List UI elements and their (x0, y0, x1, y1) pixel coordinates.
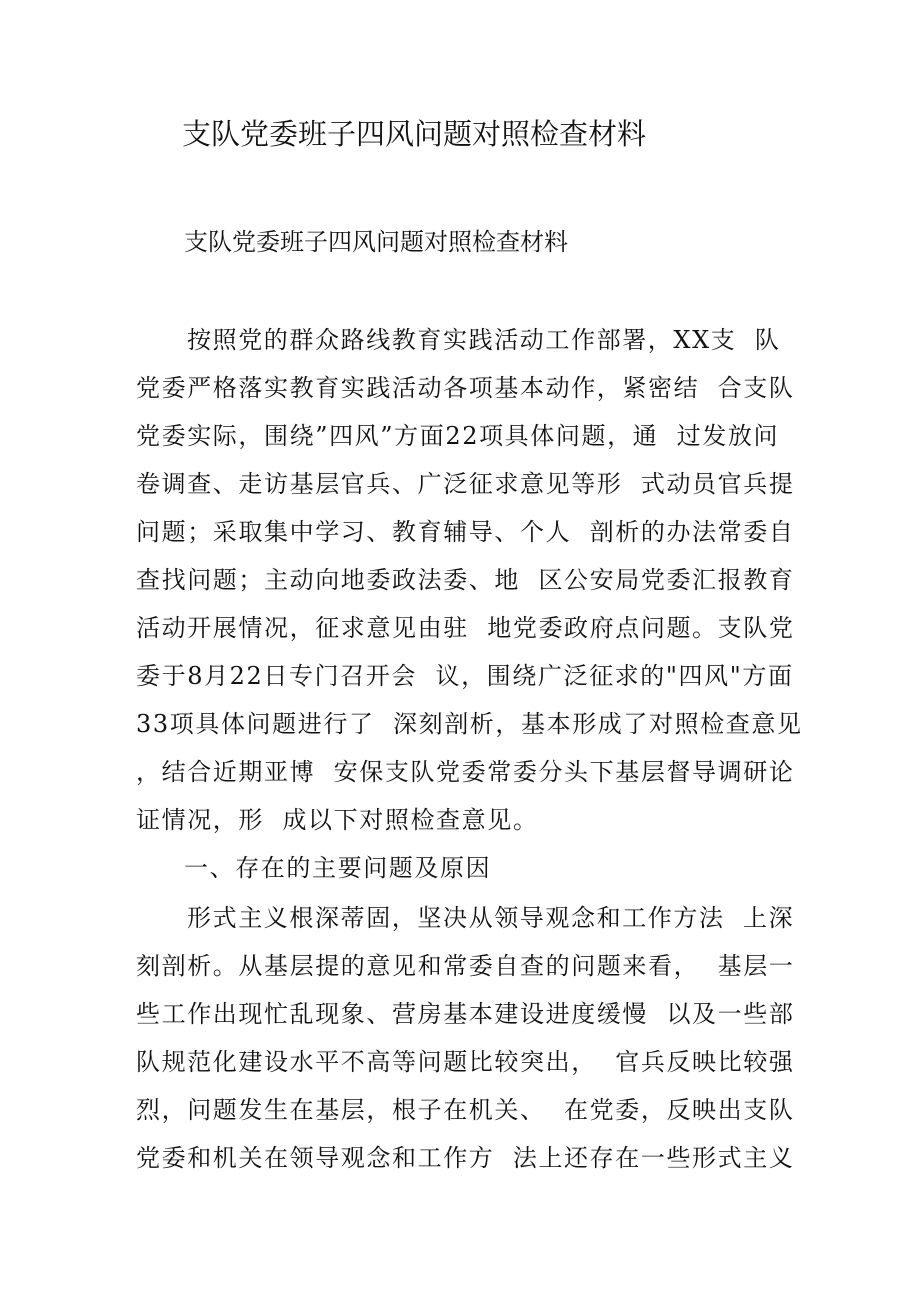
paragraph-line: 卷调查、走访基层官兵、广泛征求意见等形 式动员官兵提 (136, 470, 795, 498)
paragraph-line: 党委和机关在领导观念和工作方 法上还存在一些形式主义 (136, 1144, 795, 1172)
document-title: 支队党委班子四风问题对照检查材料 (182, 117, 647, 151)
paragraph-line: 按照党的群众路线教育实践活动工作部署，XX支 队 (187, 326, 781, 354)
paragraph-line: 党委严格落实教育实践活动各项基本动作，紧密结 合支队 (136, 374, 795, 402)
paragraph-line: 些工作出现忙乱现象、营房基本建设进度缓慢 以及一些部 (136, 1000, 795, 1028)
paragraph-line: 党委实际，围绕”四风”方面22项具体问题，通 过发放问 (136, 422, 780, 450)
document-subtitle: 支队党委班子四风问题对照检查材料 (184, 228, 568, 256)
paragraph-line: ，结合近期亚博 安保支队党委常委分头下基层督导调研论 (136, 758, 795, 786)
paragraph-line: 烈，问题发生在基层，根子在机关、 在党委，反映出支队 (136, 1096, 795, 1124)
paragraph-line: 刻剖析。从基层提的意见和常委自查的问题来看， 基层一 (136, 952, 795, 980)
paragraph-line: 队规范化建设水平不高等问题比较突出， 官兵反映比较强 (136, 1048, 795, 1076)
paragraph-line: 委于8月22日专门召开会 议，围绕广泛征求的"四风"方面 (136, 662, 794, 690)
paragraph-line: 33项具体问题进行了 深刻剖析，基本形成了对照检查意见 (136, 710, 803, 738)
section-heading: 一、存在的主要问题及原因 (184, 854, 492, 882)
paragraph-line: 查找问题；主动向地委政法委、地 区公安局党委汇报教育 (136, 566, 795, 594)
paragraph-line: 活动开展情况，征求意见由驻 地党委政府点问题。支队党 (136, 614, 795, 642)
paragraph-line: 证情况，形 成以下对照检查意见。 (136, 806, 539, 834)
paragraph-line: 问题；采取集中学习、教育辅导、个人 剖析的办法常委自 (136, 518, 795, 546)
paragraph-line: 形式主义根深蒂固，坚决从领导观念和工作方法 上深 (187, 904, 795, 932)
